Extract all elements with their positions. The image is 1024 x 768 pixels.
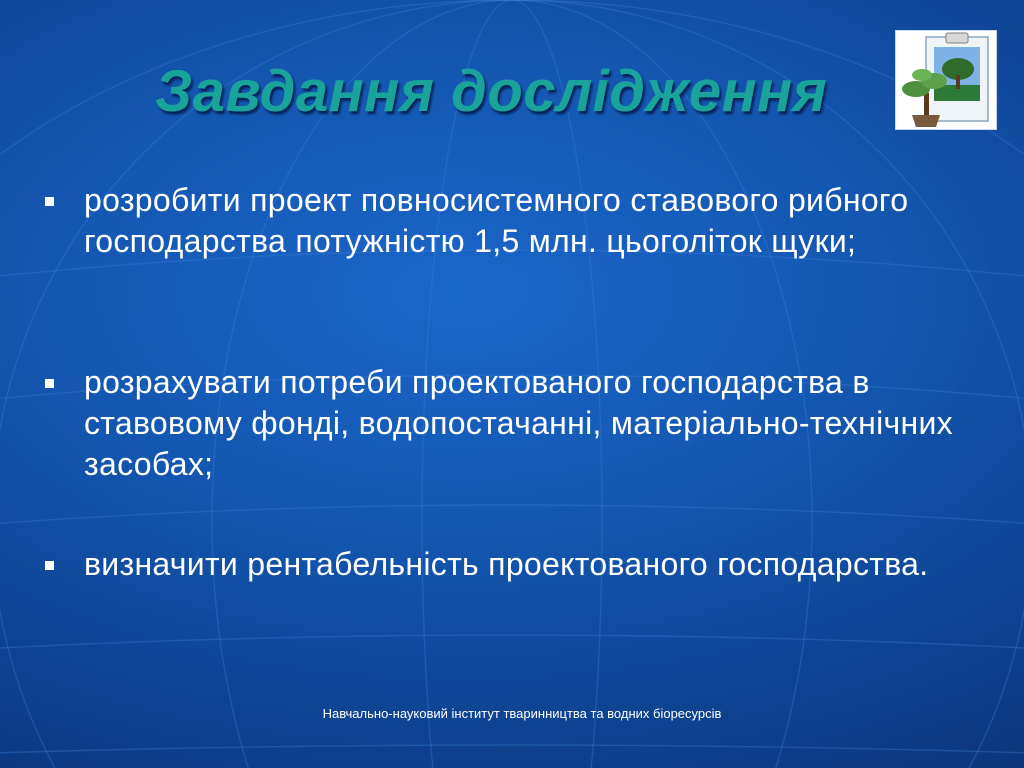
bonsai-tree-clipboard-icon (895, 30, 997, 130)
slide-title: Завдання дослідження (155, 59, 828, 124)
footer-text: Навчально-науковий інститут тваринництва та водних біоресурсів (322, 706, 722, 721)
square-bullet-icon (45, 197, 54, 206)
bullet-text: розрахувати потреби проектованого господарства в ставовому фонді, водопостачанні, матеріально-технічних засобах; (84, 364, 953, 482)
square-bullet-icon (45, 561, 54, 570)
square-bullet-icon (45, 379, 54, 388)
bullet-text: розробити проект повносистемного ставового рибного господарства потужністю 1,5 млн. цьоголіток щуки; (84, 182, 909, 259)
bullet-text: визначити рентабельність проектованого господарства. (84, 546, 929, 582)
